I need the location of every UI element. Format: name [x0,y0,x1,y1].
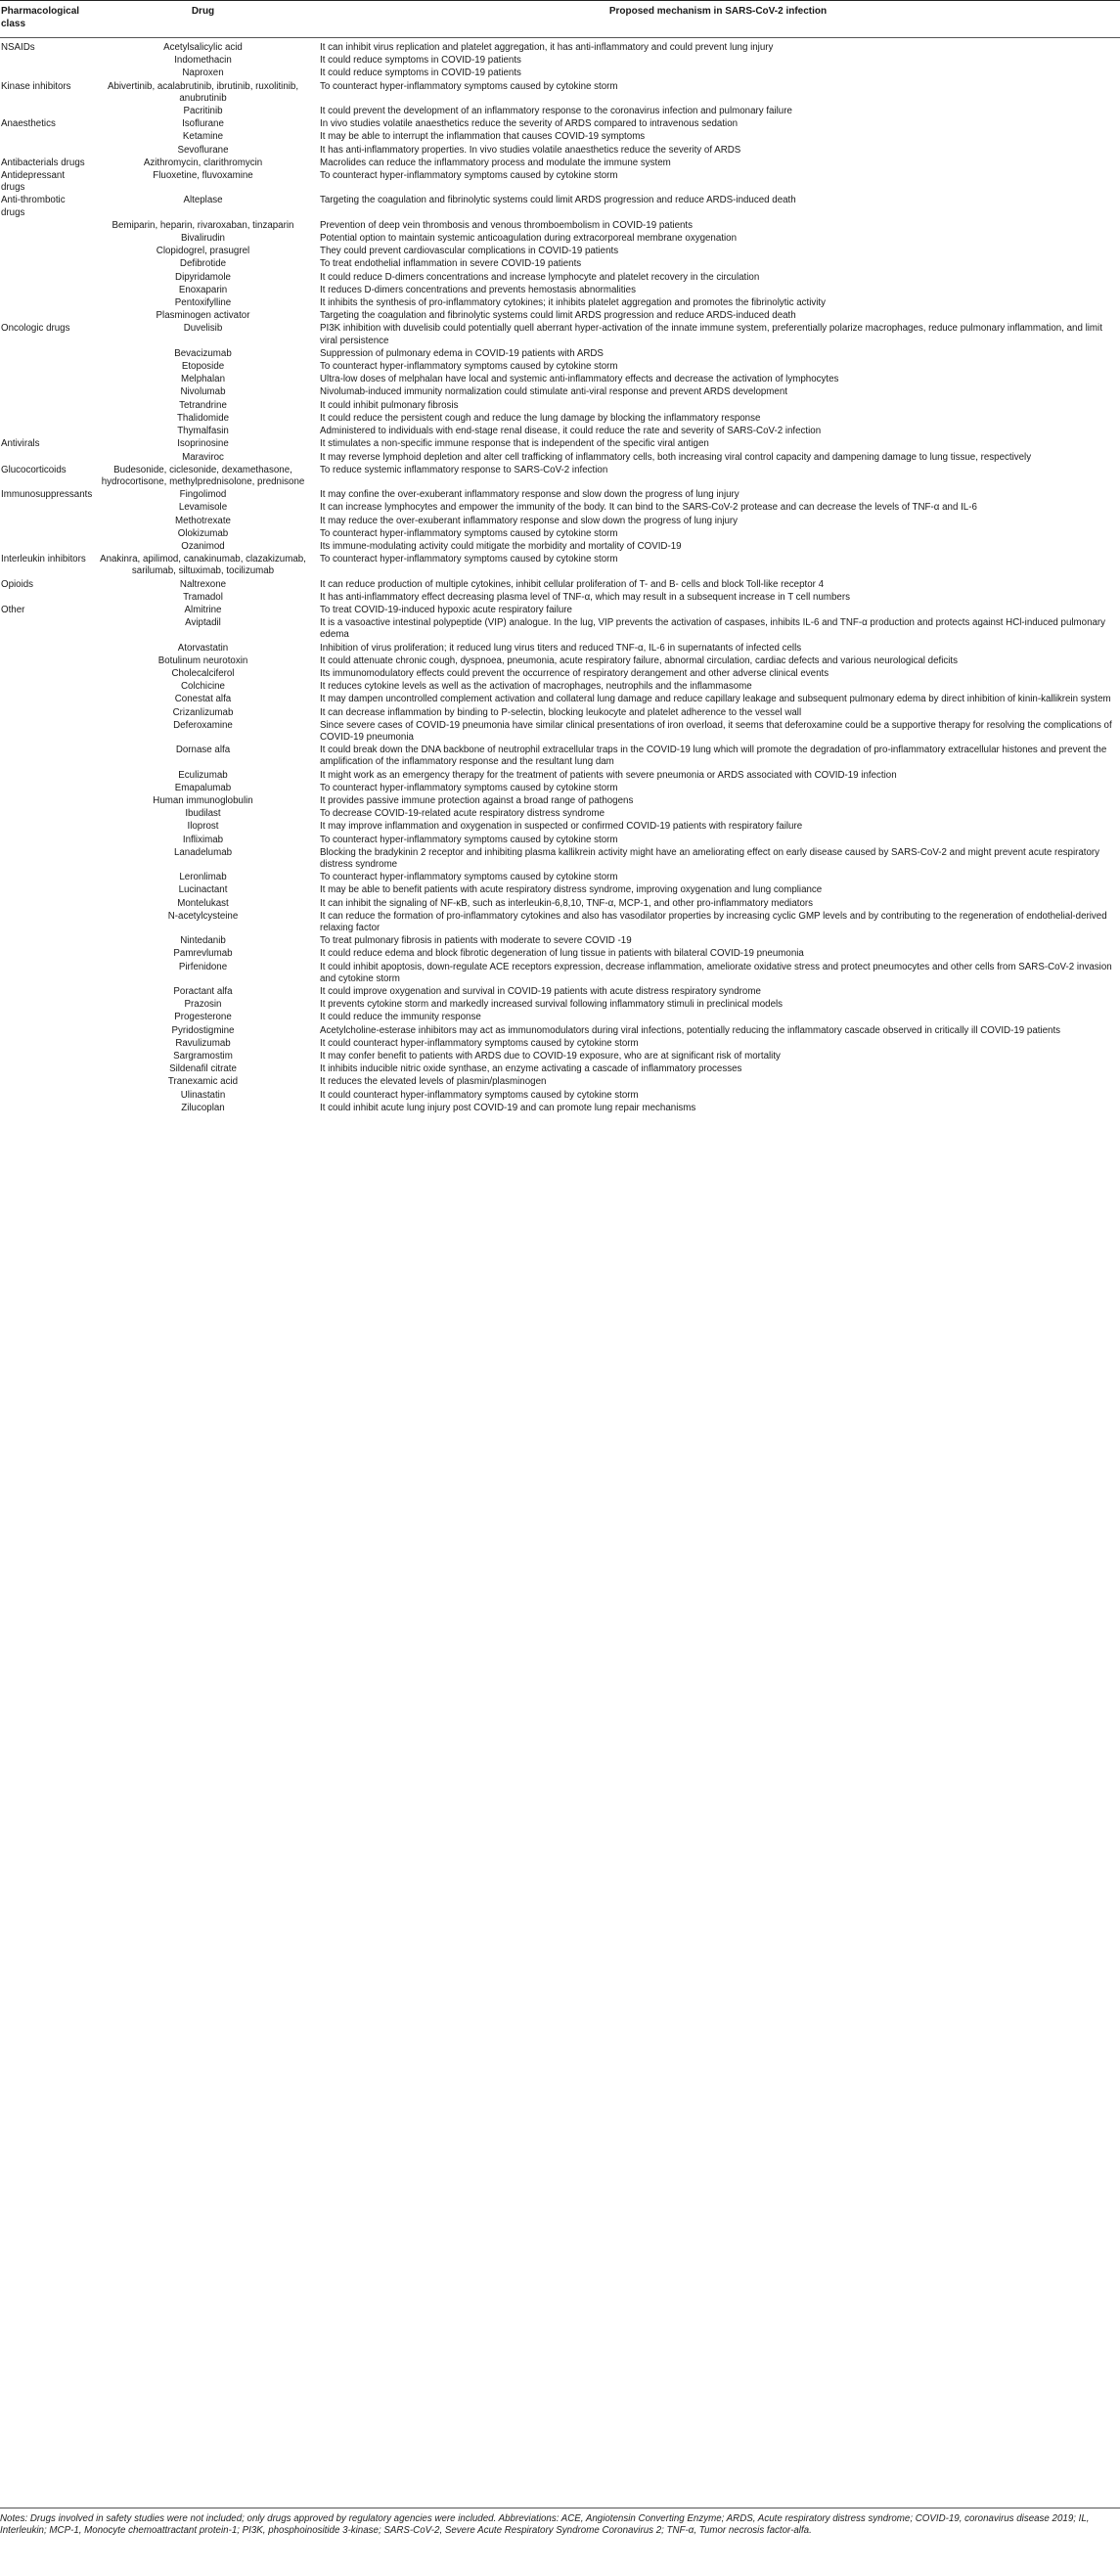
table-row [0,502,1120,515]
cell-mechanism: To treat endothelial inflammation in severe COVID-19 patients [320,258,582,270]
cell-mechanism: To counteract hyper-inflammatory symptoms caused by cytokine storm [320,554,618,565]
cell-mechanism: It might work as an emergency therapy for the treatment of patients with severe pneumonia or ARDS associated with COVID-19 infection [320,769,897,781]
cell-mechanism: It may be able to interrupt the inflammation that causes COVID-19 symptoms [320,131,646,143]
table-row [0,745,1120,769]
cell-pharmacological-class: Anaesthetics [1,118,56,130]
cell-pharmacological-class [0,808,90,821]
cell-drug: Deferoxamine [173,719,233,731]
cell-mechanism: It could break down the DNA backbone of neutrophil extracellular traps in the COVID-19 lung which will promote the degradation of pro-inflammatory extracellular histones and prevent the amplification of the inflammatory response and the resultant lung dam [320,745,1107,768]
table-row [0,489,1120,502]
cell-pharmacological-class [0,386,90,399]
cell-mechanism: It can decrease inflammation by binding to P-selectin, blocking leukocyte and platelet adherence to the vessel wall [320,706,802,718]
cell-pharmacological-class [0,847,90,872]
cell-mechanism: It can reduce production of multiple cytokines, inhibit cellular proliferation of T- and B- cells and block Toll-like receptor 4 [320,578,825,590]
cell-drug: Ulinastatin [180,1089,226,1101]
cell-drug: Fluoxetine, fluvoxamine [153,170,253,182]
table-row [0,808,1120,821]
cell-drug: Methotrexate [175,515,231,526]
table-row [0,681,1120,694]
cell-drug: Cholecalciferol [171,667,235,679]
cell-drug: Defibrotide [179,258,227,270]
cell-pharmacological-class [0,770,90,783]
table-row [0,1076,1120,1089]
cell-drug: Human immunoglobulin [153,794,253,806]
cell-drug: Almitrine [184,604,222,615]
cell-pharmacological-class [0,1038,90,1051]
cell-mechanism: PI3K inhibition with duvelisib could potentially quell aberrant hyper-activation of the innate immune system, preferentially polarize macrophages, reduce pulmonary inflammation, and limit viral persistence [320,323,1102,346]
cell-mechanism: Since severe cases of COVID-19 pneumonia have similar clinical presentations of iron overload, it seems that deferoxamine could be a supportive therapy for resolving the complications of COVID-19 pneumonia [320,719,1112,743]
cell-mechanism: To counteract hyper-inflammatory symptoms caused by cytokine storm [320,170,618,182]
cell-drug: Acetylsalicylic acid [163,42,243,53]
cell-drug: Progesterone [174,1012,232,1023]
cell-drug: Isoprinosine [177,438,229,450]
cell-mechanism: It can inhibit virus replication and platelet aggregation, it has anti-inflammatory and could prevent lung injury [320,42,774,53]
cell-drug: Pacritinib [183,106,223,117]
cell-mechanism: To counteract hyper-inflammatory symptoms caused by cytokine storm [320,361,618,373]
cell-pharmacological-class [0,361,90,374]
cell-drug: N-acetylcysteine [167,910,239,922]
cell-drug: Fingolimod [179,489,227,501]
cell-drug: Alteplase [183,195,223,206]
cell-drug: Lanadelumab [173,846,233,858]
cell-pharmacological-class [0,297,90,310]
cell-pharmacological-class [0,707,90,720]
cell-pharmacological-class [0,720,90,745]
table-row [0,605,1120,617]
cell-pharmacological-class: Antivirals [1,438,40,450]
cell-pharmacological-class: NSAIDs [1,42,35,53]
table-row [0,541,1120,554]
cell-drug: Botulinum neurotoxin [157,655,248,666]
cell-mechanism: To counteract hyper-inflammatory symptoms caused by cytokine storm [320,527,618,539]
cell-mechanism: It could reduce the persistent cough and reduce the lung damage by blocking the inflammatory response [320,412,761,424]
table-row [0,898,1120,911]
cell-pharmacological-class [0,884,90,897]
cell-pharmacological-class [0,1051,90,1063]
cell-drug: Abivertinib, acalabrutinib, ibrutinib, ruxolitinib, anubrutinib [107,80,299,104]
table-row [0,158,1120,170]
table-header-row [0,1,1120,38]
cell-mechanism: It may dampen uncontrolled complement activation and collateral lung damage and reduce capillary leakage and subsequent pulmonary edema by direct inhibition of kinin-kallikrein system [320,694,1111,705]
table-row [0,1012,1120,1024]
table-row [0,986,1120,999]
cell-pharmacological-class [0,962,90,986]
cell-mechanism: To counteract hyper-inflammatory symptoms caused by cytokine storm [320,80,618,92]
table-row [0,516,1120,528]
cell-drug: Atorvastatin [177,642,229,654]
cell-mechanism: It may confer benefit to patients with ARDS due to COVID-19 exposure, who are at significant risk of mortality [320,1051,781,1062]
cell-drug: Pyridostigmine [171,1024,235,1036]
cell-pharmacological-class: Antibacterials drugs [1,157,85,168]
cell-drug: Pirfenidone [178,961,228,972]
cell-mechanism: Blocking the bradykinin 2 receptor and inhibiting plasma kallikrein activity might have an ameliorating effect on early disease caused by SARS-CoV-2 and might prevent acute respiratory distress syndrome [320,846,1100,870]
cell-mechanism: Acetylcholine-esterase inhibitors may act as immunomodulators during viral infections, potentially reducing the inflammatory cascade observed in critically ill COVID-19 patients [320,1024,1061,1036]
cell-pharmacological-class [0,1025,90,1038]
table-row [0,948,1120,961]
cell-mechanism: It reduces the elevated levels of plasmin/plasminogen [320,1076,547,1088]
cell-drug: Colchicine [181,681,225,693]
table-row [0,694,1120,706]
cell-mechanism: It may confine the over-exuberant inflammatory response and slow down the progress of lung injury [320,489,739,501]
table-row [0,465,1120,489]
cell-pharmacological-class [0,516,90,528]
cell-mechanism: It could reduce symptoms in COVID-19 patients [320,68,521,79]
table-row [0,246,1120,258]
cell-pharmacological-class [0,541,90,554]
header-drug: Drug [90,1,316,38]
cell-drug: Nintedanib [180,935,226,947]
cell-pharmacological-class [0,220,90,233]
cell-mechanism: It inhibits inducible nitric oxide synthase, an enzyme activating a cascade of inflammatory processes [320,1063,742,1075]
cell-mechanism: Prevention of deep vein thrombosis and venous thromboembolism in COVID-19 patients [320,219,693,231]
cell-pharmacological-class [0,783,90,795]
table-row [0,38,1120,56]
table-row [0,170,1120,195]
table-notes: Notes: Drugs involved in safety studies were not included; only drugs approved by regulatory agencies were included. Abbreviations: ACE, Angiotensin Converting Enzyme; ARDS, Acute respiratory distress syndrome; COVID-19, coronavirus disease 2019; IL, Interleukin; MCP-1, Monocyte chemoattractant protein-1; PI3K, phosphoinositide 3-kinase; SARS-CoV-2, Severe Acute Respiratory Syndrome Coronavirus 2; TNF-α, Tumor necrosis factor-alfa. [0,2513,1090,2537]
cell-mechanism: To reduce systemic inflammatory response to SARS-CoV-2 infection [320,464,608,475]
table-row [0,258,1120,271]
table-row [0,195,1120,219]
cell-mechanism: It inhibits the synthesis of pro-inflammatory cytokines; it inhibits platelet aggregation and promotes the fibrinolytic activity [320,297,826,309]
table-row [0,348,1120,361]
cell-pharmacological-class [0,310,90,323]
cell-mechanism: It could reduce the immunity response [320,1012,481,1023]
cell-mechanism: Potential option to maintain systemic anticoagulation during extracorporeal membrane oxygenation [320,233,737,245]
cell-drug: Crizanlizumab [172,706,234,718]
cell-drug: Olokizumab [177,527,229,539]
cell-drug: Anakinra, apilimod, canakinumab, clazakizumab, sarilumab, siltuximab, tocilizumab [100,554,306,577]
table-row [0,911,1120,935]
cell-pharmacological-class [0,426,90,438]
cell-mechanism: They could prevent cardiovascular complications in COVID-19 patients [320,246,619,257]
cell-mechanism: It could inhibit acute lung injury post COVID-19 and can promote lung repair mechanisms [320,1102,696,1113]
table-body [0,38,1120,1116]
cell-drug: Tramadol [183,591,223,603]
cell-pharmacological-class [0,131,90,144]
cell-mechanism: To treat pulmonary fibrosis in patients with moderate to severe COVID -19 [320,935,632,947]
table-row [0,323,1120,347]
cell-pharmacological-class: Other [1,604,25,615]
cell-mechanism: It could reduce D-dimers concentrations and increase lymphocyte and platelet recovery in the circulation [320,271,760,283]
table-row [0,374,1120,386]
table-row [0,285,1120,297]
cell-mechanism: It reduces D-dimers concentrations and prevents hemostasis abnormalities [320,284,636,295]
table-row [0,55,1120,68]
cell-mechanism: It could attenuate chronic cough, dyspnoea, pneumonia, acute respiratory failure, abnormal circulation, cardiac defects and various neurological deficits [320,655,958,666]
cell-pharmacological-class: Kinase inhibitors [1,80,71,92]
cell-mechanism: It may improve inflammation and oxygenation in suspected or confirmed COVID-19 patients with respiratory failure [320,821,803,833]
table-row [0,579,1120,592]
cell-pharmacological-class [0,1076,90,1089]
cell-pharmacological-class [0,233,90,246]
cell-drug: Sargramostim [173,1051,233,1062]
cell-pharmacological-class [0,55,90,68]
cell-mechanism: It provides passive immune protection against a broad range of pathogens [320,794,634,806]
cell-pharmacological-class [0,872,90,884]
cell-drug: Ozanimod [181,540,225,552]
cell-pharmacological-class [0,68,90,80]
cell-drug: Pentoxifylline [174,297,232,309]
header-proposed-mechanism: Proposed mechanism in SARS-CoV-2 infection [316,1,1120,38]
cell-drug: Isoflurane [182,118,224,130]
cell-mechanism: Suppression of pulmonary edema in COVID-19 patients with ARDS [320,347,604,359]
cell-mechanism: Inhibition of virus proliferation; it reduced lung virus titers and reduced TNF-α, IL-6 in supernatants of infected cells [320,642,802,654]
cell-drug: Bevacizumab [174,347,232,359]
cell-drug: Pamrevlumab [173,948,233,960]
cell-mechanism: To counteract hyper-inflammatory symptoms caused by cytokine storm [320,872,618,883]
table-row [0,438,1120,451]
cell-pharmacological-class: Glucocorticoids [1,464,67,475]
cell-pharmacological-class [0,668,90,681]
cell-pharmacological-class [0,745,90,769]
cell-pharmacological-class [0,106,90,118]
cell-drug: Melphalan [181,374,225,385]
drug-table [0,0,1120,1115]
cell-pharmacological-class [0,1090,90,1103]
cell-pharmacological-class: Oncologic drugs [1,323,70,335]
table-row [0,1038,1120,1051]
cell-mechanism: It could reduce edema and block fibrotic degeneration of lung tissue in patients with bilateral COVID-19 pneumonia [320,948,804,960]
cell-pharmacological-class [0,948,90,961]
table-row [0,528,1120,541]
cell-drug: Levamisole [178,502,228,514]
cell-pharmacological-class [0,617,90,642]
cell-mechanism: Nivolumab-induced immunity normalization could stimulate anti-viral response and prevent ARDS development [320,386,787,398]
cell-drug: Tranexamic acid [167,1076,239,1088]
cell-pharmacological-class [0,452,90,465]
cell-mechanism: Ultra-low doses of melphalan have local and systemic anti-inflammatory effects and decrease the activation of lymphocytes [320,374,839,385]
table-row [0,783,1120,795]
cell-drug: Thalidomide [176,412,230,424]
cell-drug: Aviptadil [185,617,221,629]
cell-pharmacological-class [0,348,90,361]
cell-mechanism: It stimulates a non-specific immune response that is independent of the specific viral antigen [320,438,709,450]
header-pharmacological-class: Pharmacological class [0,1,90,38]
table-row [0,720,1120,745]
table-row [0,707,1120,720]
cell-drug: Ibudilast [185,808,221,820]
cell-mechanism: It may be able to benefit patients with acute respiratory distress syndrome, improving oxygenation and lung compliance [320,884,823,896]
table-row [0,220,1120,233]
cell-mechanism: It can increase lymphocytes and empower the immunity of the body. It can bind to the SARS-CoV-2 protease and can decrease the levels of TNF-α and IL-6 [320,502,977,514]
cell-drug: Lucinactant [178,884,228,896]
table-row [0,617,1120,642]
cell-pharmacological-class [0,528,90,541]
table-row [0,297,1120,310]
cell-drug: Bemiparin, heparin, rivaroxaban, tinzaparin [112,219,294,231]
table-row [0,361,1120,374]
cell-pharmacological-class [0,502,90,515]
table-row [0,835,1120,847]
cell-drug: Azithromycin, clarithromycin [143,157,263,168]
cell-pharmacological-class [0,285,90,297]
cell-mechanism: It could counteract hyper-inflammatory symptoms caused by cytokine storm [320,1037,639,1049]
table-row [0,770,1120,783]
table-row [0,935,1120,948]
cell-pharmacological-class: Antidepressant drugs [1,170,66,194]
cell-pharmacological-class [0,795,90,808]
cell-drug: Naltrexone [179,578,227,590]
cell-pharmacological-class [0,258,90,271]
cell-pharmacological-class [0,272,90,285]
cell-drug: Plasminogen activator [156,310,250,322]
cell-pharmacological-class [0,643,90,655]
cell-pharmacological-class [0,911,90,935]
cell-drug: Thymalfasin [177,426,229,437]
cell-pharmacological-class [0,413,90,426]
cell-drug: Ketamine [182,131,224,143]
cell-pharmacological-class [0,986,90,999]
cell-pharmacological-class [0,681,90,694]
cell-drug: Dipyridamole [175,271,231,283]
table-row [0,272,1120,285]
cell-mechanism: It could inhibit apoptosis, down-regulate ACE receptors expression, decrease inflammation, ameliorate oxidative stress and protect pneumocytes and other cells from SARS-CoV-2 invasion and cytokine storm [320,961,1112,984]
table-row [0,413,1120,426]
table-row [0,233,1120,246]
cell-drug: Sevoflurane [177,144,229,156]
cell-drug: Clopidogrel, prasugrel [156,246,250,257]
table-row [0,1090,1120,1103]
cell-drug: Bivalirudin [181,233,225,245]
table-row [0,1103,1120,1115]
cell-pharmacological-class: Immunosuppressants [1,489,93,501]
cell-mechanism: It can reduce the formation of pro-inflammatory cytokines and also has vasodilator properties by increasing cyclic GMP levels and by contributing to the regeneration of endothelial-derived relaxing factor [320,910,1107,934]
table-row [0,145,1120,158]
table-row [0,81,1120,106]
cell-pharmacological-class [0,400,90,413]
cell-drug: Dornase alfa [175,745,231,756]
cell-mechanism: It could inhibit pulmonary fibrosis [320,399,459,411]
table-row [0,106,1120,118]
cell-drug: Nivolumab [180,386,226,398]
cell-pharmacological-class [0,935,90,948]
cell-mechanism: Targeting the coagulation and fibrinolytic systems could limit ARDS progression and reduce ARDS-induced death [320,195,796,206]
table-row [0,795,1120,808]
table-row [0,847,1120,872]
cell-mechanism: Administered to individuals with end-stage renal disease, it could reduce the rate and severity of SARS-CoV-2 infection [320,426,822,437]
cell-drug: Conestat alfa [174,694,232,705]
cell-pharmacological-class [0,1012,90,1024]
cell-drug: Emapalumab [174,782,232,793]
cell-mechanism: It can inhibit the signaling of NF-κB, such as interleukin-6,8,10, TNF-α, MCP-1, and other pro-inflammatory mediators [320,897,814,909]
cell-drug: Leronlimab [179,872,227,883]
cell-pharmacological-class [0,898,90,911]
table-row [0,872,1120,884]
table-row [0,999,1120,1012]
table-row [0,655,1120,668]
cell-mechanism: It could prevent the development of an inflammatory response to the coronavirus infection and pulmonary failure [320,106,792,117]
table-row [0,310,1120,323]
table-row [0,131,1120,144]
cell-mechanism: To treat COVID-19-induced hypoxic acute respiratory failure [320,604,572,615]
cell-pharmacological-class [0,246,90,258]
cell-mechanism: It is a vasoactive intestinal polypeptide (VIP) analogue. In the lug, VIP prevents the activation of caspases, inhibits IL-6 and TNF-α production and protects against HCl-induced pulmonary edema [320,617,1106,641]
cell-mechanism: Its immune-modulating activity could mitigate the morbidity and mortality of COVID-19 [320,540,682,552]
cell-pharmacological-class [0,374,90,386]
cell-drug: Poractant alfa [173,986,233,998]
cell-drug: Eculizumab [178,769,228,781]
table-row [0,400,1120,413]
table-row [0,643,1120,655]
cell-mechanism: In vivo studies volatile anaesthetics reduce the severity of ARDS compared to intravenous sedation [320,118,739,130]
cell-mechanism: Targeting the coagulation and fibrinolytic systems could limit ARDS progression and reduce ARDS-induced death [320,310,796,322]
cell-drug: Duvelisib [183,323,223,335]
cell-pharmacological-class [0,1103,90,1115]
cell-mechanism: It could reduce symptoms in COVID-19 patients [320,55,521,67]
cell-drug: Indomethacin [174,55,232,67]
cell-mechanism: It reduces cytokine levels as well as the activation of macrophages, neutrophils and the inflammasome [320,681,752,693]
cell-pharmacological-class: Opioids [1,578,34,590]
table-row [0,386,1120,399]
cell-pharmacological-class: Interleukin inhibitors [1,554,86,565]
cell-pharmacological-class [0,145,90,158]
cell-pharmacological-class: Anti-thrombotic drugs [1,195,66,218]
table-row [0,1025,1120,1038]
table-row [0,426,1120,438]
cell-drug: Montelukast [177,897,229,909]
table-row [0,668,1120,681]
cell-drug: Iloprost [187,821,219,833]
cell-mechanism: It has anti-inflammatory properties. In vivo studies volatile anaesthetics reduce the severity of ARDS [320,144,741,156]
cell-mechanism: Its immunomodulatory effects could prevent the occurrence of respiratory derangement and other adverse clinical events [320,667,829,679]
cell-pharmacological-class [0,655,90,668]
cell-drug: Sildenafil citrate [169,1063,237,1075]
cell-drug: Prazosin [184,999,222,1011]
cell-drug: Maraviroc [182,451,224,463]
cell-pharmacological-class [0,694,90,706]
cell-drug: Naproxen [182,68,224,79]
cell-drug: Etoposide [181,361,225,373]
table-row [0,452,1120,465]
cell-mechanism: Macrolides can reduce the inflammatory process and modulate the immune system [320,157,671,168]
cell-mechanism: It may reverse lymphoid depletion and alter cell trafficking of inflammatory cells, both increasing viral control capacity and dampening damage to lung tissue, respectively [320,451,1032,463]
cell-mechanism: To decrease COVID-19-related acute respiratory distress syndrome [320,808,605,820]
cell-mechanism: It may reduce the over-exuberant inflammatory response and slow down the progress of lung injury [320,515,739,526]
cell-mechanism: It could counteract hyper-inflammatory symptoms caused by cytokine storm [320,1089,639,1101]
cell-drug: Ravulizumab [175,1037,231,1049]
cell-mechanism: To counteract hyper-inflammatory symptoms caused by cytokine storm [320,834,618,845]
cell-drug: Enoxaparin [178,284,228,295]
table-row [0,1063,1120,1076]
table-row [0,1051,1120,1063]
cell-pharmacological-class [0,999,90,1012]
table-row [0,118,1120,131]
table-row [0,68,1120,80]
cell-drug: Zilucoplan [181,1102,225,1113]
cell-mechanism: It could improve oxygenation and survival in COVID-19 patients with acute distress respiratory syndrome [320,986,761,998]
table-row [0,962,1120,986]
cell-drug: Budesonide, ciclesonide, dexamethasone, hydrocortisone, methylprednisolone, prednisone [101,464,305,487]
cell-pharmacological-class [0,821,90,834]
table-row [0,821,1120,834]
table-row [0,884,1120,897]
cell-drug: Infliximab [182,834,224,845]
table-row [0,592,1120,605]
cell-mechanism: It has anti-inflammatory effect decreasing plasma level of TNF-α, which may result in a subsequent increase in T cell numbers [320,591,850,603]
cell-mechanism: It prevents cytokine storm and markedly increased survival following inflammatory stimuli in preclinical models [320,999,784,1011]
cell-drug: Tetrandrine [179,399,227,411]
cell-pharmacological-class [0,1063,90,1076]
cell-pharmacological-class [0,592,90,605]
cell-mechanism: To counteract hyper-inflammatory symptoms caused by cytokine storm [320,782,618,793]
table-row [0,554,1120,578]
cell-pharmacological-class [0,835,90,847]
